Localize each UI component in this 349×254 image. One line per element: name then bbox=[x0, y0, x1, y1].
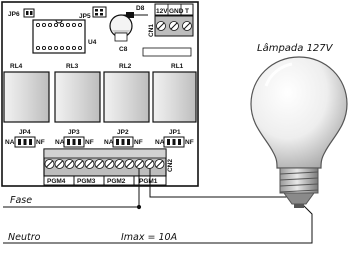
neutro-label: Neutro bbox=[8, 232, 41, 243]
jumper-jp1 bbox=[155, 137, 194, 147]
relay-rl3 bbox=[55, 72, 100, 122]
imax-label: Imax = 10A bbox=[121, 232, 178, 243]
jumper-jp4 bbox=[5, 137, 45, 147]
jp1-nf-label: NF bbox=[185, 139, 194, 146]
terminal-12v-label: 12V bbox=[156, 8, 168, 15]
rl3-label: RL3 bbox=[66, 63, 79, 70]
lamp-label: Lâmpada 127V bbox=[257, 43, 333, 54]
jp4-na-label: NA bbox=[5, 139, 15, 146]
jp6-label: JP6 bbox=[8, 11, 20, 18]
jp3-label: JP3 bbox=[68, 129, 80, 136]
jp1-label: JP1 bbox=[169, 129, 181, 136]
d8-label: D8 bbox=[136, 5, 145, 12]
cn2-label: CN2 bbox=[167, 158, 174, 172]
jp4-label: JP4 bbox=[19, 129, 31, 136]
u4-label: U4 bbox=[88, 39, 97, 46]
jp5-label: JP5 bbox=[79, 13, 91, 20]
relay-rl2 bbox=[104, 72, 149, 122]
cn1-label: CN1 bbox=[148, 23, 155, 37]
jumper-jp3 bbox=[55, 137, 94, 147]
relay-rl4 bbox=[4, 72, 49, 122]
terminal-block-cn2 bbox=[44, 149, 174, 176]
jp4-nf-label: NF bbox=[36, 139, 45, 146]
terminal-gnd-label: GND bbox=[169, 8, 184, 15]
jp1-na-label: NA bbox=[155, 139, 165, 146]
relay-rl1 bbox=[153, 72, 196, 122]
rl4-label: RL4 bbox=[10, 63, 23, 70]
rl1-label: RL1 bbox=[171, 63, 184, 70]
jp2-nf-label: NF bbox=[134, 139, 143, 146]
jumper-jp2 bbox=[104, 137, 143, 147]
jp3-nf-label: NF bbox=[85, 139, 94, 146]
pgm3-label: PGM3 bbox=[77, 178, 96, 185]
lamp-bulb-icon bbox=[251, 57, 347, 208]
rl2-label: RL2 bbox=[119, 63, 132, 70]
fase-label: Fase bbox=[10, 195, 33, 206]
pgm-labels bbox=[44, 176, 166, 185]
pgm4-label: PGM4 bbox=[47, 178, 66, 185]
power-terminal-cn1 bbox=[148, 4, 193, 37]
pgm2-label: PGM2 bbox=[107, 178, 126, 185]
terminal-t-label: T bbox=[185, 8, 189, 15]
pgm1-label: PGM1 bbox=[139, 178, 158, 185]
jp2-label: JP2 bbox=[117, 129, 129, 136]
jp2-na-label: NA bbox=[104, 139, 114, 146]
jp3-na-label: NA bbox=[55, 139, 65, 146]
c8-label: C8 bbox=[119, 46, 128, 53]
